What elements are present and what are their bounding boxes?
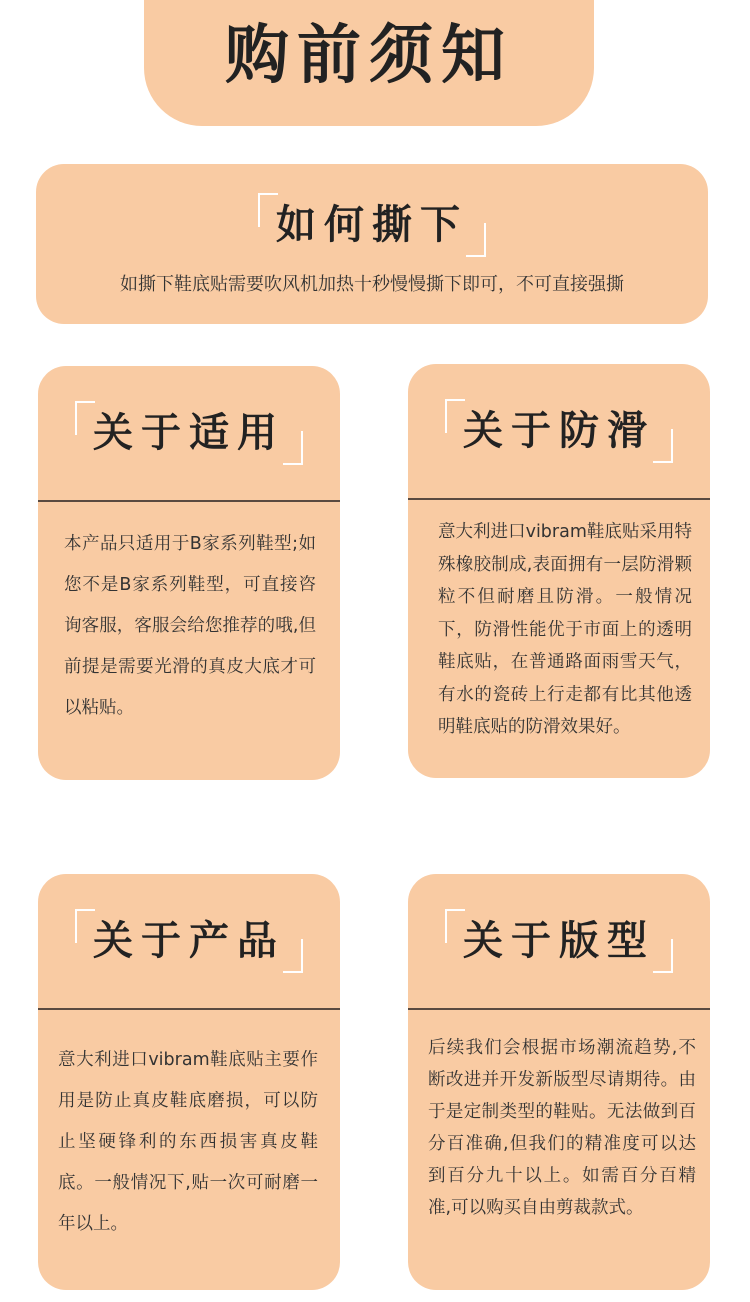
card-header bbox=[36, 164, 708, 270]
card-title: 关于版型 bbox=[463, 918, 655, 964]
card-applicability bbox=[38, 366, 340, 780]
card-title: 关于产品 bbox=[93, 918, 285, 964]
card-header bbox=[408, 874, 710, 1010]
card-title: 关于适用 bbox=[93, 410, 285, 456]
card-title: 如何撕下 bbox=[276, 202, 468, 248]
header-banner bbox=[144, 0, 594, 126]
card-fit-shape bbox=[408, 874, 710, 1290]
card-anti-slip bbox=[408, 364, 710, 778]
title-bracket-frame bbox=[75, 909, 303, 973]
card-text: 意大利进口vibram鞋底贴主要作用是防止真皮鞋底磨损，可以防止坚硬锋利的东西损害真皮鞋底。一般情况下,贴一次可耐磨一年以上。 bbox=[58, 1050, 318, 1234]
card-title: 关于防滑 bbox=[463, 408, 655, 454]
title-bracket-frame bbox=[445, 399, 673, 463]
page-title: 购前须知 bbox=[225, 19, 513, 93]
card-text: 如撕下鞋底贴需要吹风机加热十秒慢慢撕下即可，不可直接强撕 bbox=[120, 274, 624, 295]
title-bracket-frame bbox=[75, 401, 303, 465]
card-header bbox=[408, 364, 710, 500]
card-text: 后续我们会根据市场潮流趋势,不断改进并开发新版型尽请期待。由于是定制类型的鞋贴。无法做到百分百准确,但我们的精准度可以达到百分九十以上。如需百分百精准,可以购买自由剪裁款式。 bbox=[428, 1038, 696, 1218]
title-bracket-frame bbox=[445, 909, 673, 973]
card-header bbox=[38, 874, 340, 1010]
card-text: 意大利进口vibram鞋底贴采用特殊橡胶制成,表面拥有一层防滑颗粒不但耐磨且防滑。一般情况下，防滑性能优于市面上的透明鞋底贴，在普通路面雨雪天气，有水的瓷砖上行走都有比其他透明鞋底贴的防滑效果好。 bbox=[438, 522, 692, 737]
card-header bbox=[38, 366, 340, 502]
card-how-to-remove bbox=[36, 164, 708, 324]
title-bracket-frame bbox=[258, 193, 486, 257]
card-text: 本产品只适用于B家系列鞋型;如您不是B家系列鞋型，可直接咨询客服，客服会给您推荐的哦,但前提是需要光滑的真皮大底才可以粘贴。 bbox=[64, 534, 316, 718]
card-product bbox=[38, 874, 340, 1290]
